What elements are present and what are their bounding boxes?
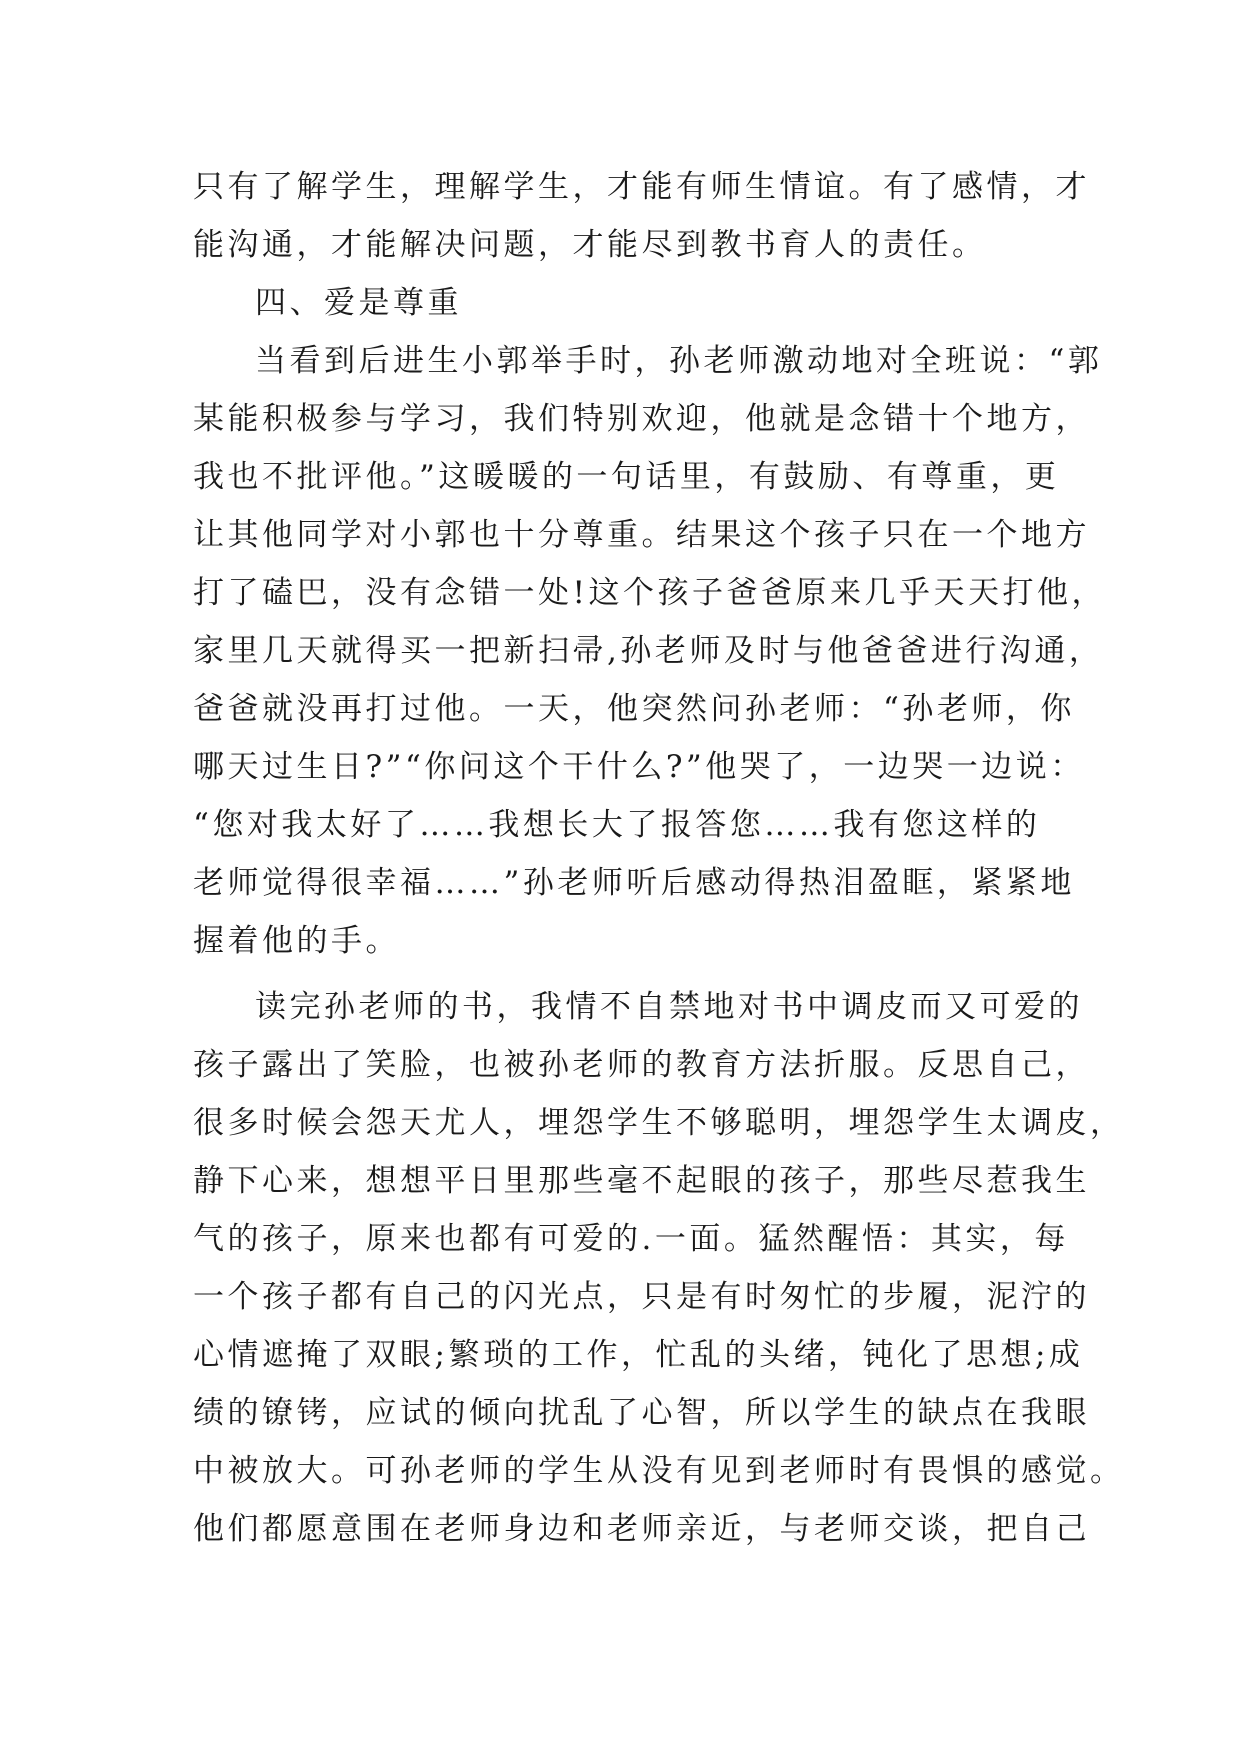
text-line: 读完孙老师的书，我情不自禁地对书中调皮而又可爱的: [255, 989, 1083, 1025]
text-line: 握着他的手。: [193, 923, 400, 959]
text-line: 中被放大。可孙老师的学生从没有见到老师时有畏惧的感觉。: [193, 1453, 1125, 1489]
text-line: 心情遮掩了双眼;繁琐的工作，忙乱的头绪，钝化了思想;成: [193, 1337, 1084, 1373]
body-text: [193, 158, 1125, 1558]
text-line: 很多时候会怨天尤人，埋怨学生不够聪明，埋怨学生太调皮，: [193, 1105, 1125, 1141]
text-line: 让其他同学对小郭也十分尊重。结果这个孩子只在一个地方: [193, 517, 1090, 553]
text-line: 老师觉得很幸福……”孙老师听后感动得热泪盈眶，紧紧地: [193, 865, 1075, 901]
text-line: 静下心来，想想平日里那些毫不起眼的孩子，那些尽惹我生: [193, 1163, 1090, 1199]
section-heading: 四、爱是尊重: [255, 285, 462, 321]
text-line: 他们都愿意围在老师身边和老师亲近，与老师交谈，把自己: [193, 1511, 1090, 1547]
text-line: 一个孩子都有自己的闪光点，只是有时匆忙的步履，泥泞的: [193, 1279, 1090, 1315]
text-line: 孩子露出了笑脸，也被孙老师的教育方法折服。反思自己，: [193, 1047, 1090, 1083]
text-line: 气的孩子，原来也都有可爱的.一面。猛然醒悟：其实，每: [193, 1221, 1069, 1257]
text-line: 绩的镣铐，应试的倾向扰乱了心智，所以学生的缺点在我眼: [193, 1395, 1090, 1431]
text-line: 我也不批评他。”这暖暖的一句话里，有鼓励、有尊重，更: [193, 459, 1060, 495]
text-line: 哪天过生日?”“你问这个干什么?”他哭了，一边哭一边说：: [193, 749, 1085, 785]
text-line: 只有了解学生，理解学生，才能有师生情谊。有了感情，才: [193, 169, 1090, 205]
text-line: 打了磕巴，没有念错一处!这个孩子爸爸原来几乎天天打他，: [193, 575, 1106, 611]
text-line: 某能积极参与学习，我们特别欢迎，他就是念错十个地方，: [193, 401, 1090, 437]
text-line: 家里几天就得买一把新扫帚,孙老师及时与他爸爸进行沟通，: [193, 633, 1104, 669]
text-line: “您对我太好了……我想长大了报答您……我有您这样的: [193, 807, 1041, 843]
text-line: 当看到后进生小郭举手时，孙老师激动地对全班说：“郭: [255, 343, 1103, 379]
text-line: 能沟通，才能解决问题，才能尽到教书育人的责任。: [193, 227, 987, 263]
text-line: 爸爸就没再打过他。一天，他突然问孙老师：“孙老师，你: [193, 691, 1075, 727]
